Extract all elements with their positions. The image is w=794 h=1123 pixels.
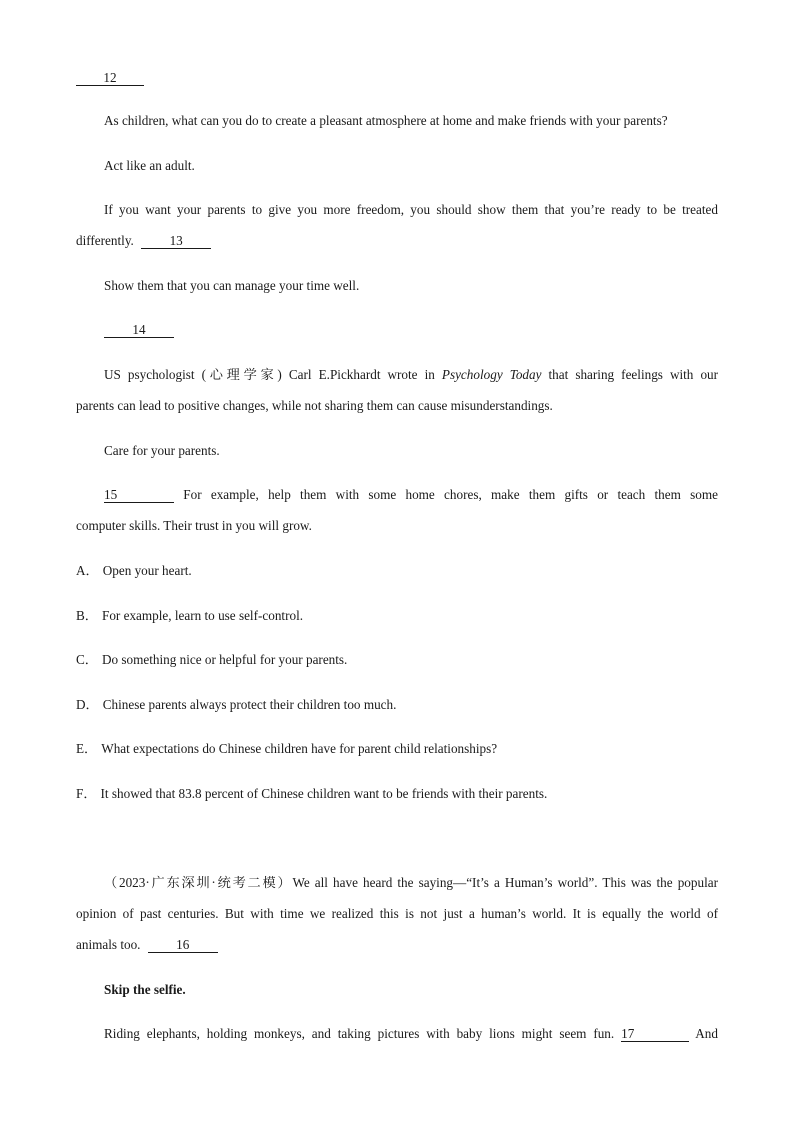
paragraph-psychologist-line2: parents can lead to positive changes, while not sharing them can cause misunderstandings. — [76, 398, 553, 413]
option-letter: B． — [76, 608, 98, 623]
psych-prefix: US psychologist (心理学家) Carl E.Pickhardt wrote in — [104, 367, 435, 382]
answer-blank-14[interactable]: 14 — [104, 322, 174, 338]
paragraph-q15-line2: computer skills. Their trust in you will grow. — [76, 518, 312, 533]
subheading-act-like-adult: Act like an adult. — [104, 158, 195, 173]
freedom-line2-text: differently. — [76, 233, 134, 248]
journal-title: Psychology Today — [441, 367, 542, 382]
option-letter: A． — [76, 563, 99, 578]
paragraph-q15-line1 — [76, 486, 718, 504]
option-text: Chinese parents always protect their children too much. — [102, 697, 397, 712]
option-letter: D． — [76, 697, 99, 712]
option-c — [76, 651, 718, 669]
passage2-line2: opinion of past centuries. But with time we realized this is not just a human’s world. It is equally the world of — [76, 906, 718, 921]
option-text: For example, learn to use self-control. — [101, 608, 304, 623]
answer-blank-15[interactable]: 15 — [104, 487, 174, 503]
answer-blank-16[interactable]: 16 — [148, 937, 218, 953]
riding-suffix: And — [695, 1026, 718, 1041]
passage2-riding-line — [76, 1025, 718, 1043]
option-text: What expectations do Chinese children have for parent child relationships? — [101, 741, 498, 756]
option-b — [76, 607, 718, 625]
subheading-manage-time: Show them that you can manage your time well. — [104, 278, 360, 293]
paragraph-psychologist-line1 — [76, 366, 718, 384]
option-letter: E． — [76, 741, 98, 756]
paragraph-freedom-line2 — [76, 232, 718, 250]
q15-line1-text: For example, help them with some home chores, make them gifts or teach them some — [183, 487, 718, 502]
paragraph-children-question: As children, what can you do to create a pleasant atmosphere at home and make friends with your parents? — [104, 113, 668, 128]
answer-blank-13[interactable]: 13 — [141, 233, 211, 249]
question-14-blank-line — [76, 321, 718, 339]
option-text: Open your heart. — [102, 563, 192, 578]
paragraph-freedom-line1: If you want your parents to give you more freedom, you should show them that you’re ready to be treated — [104, 202, 718, 217]
option-f — [76, 785, 718, 803]
riding-text: Riding elephants, holding monkeys, and taking pictures with baby lions might seem fun. — [104, 1026, 615, 1041]
psych-suffix: that sharing feelings with our — [548, 367, 719, 382]
option-text: It showed that 83.8 percent of Chinese children want to be friends with their parents. — [100, 786, 548, 801]
option-letter: F． — [76, 786, 97, 801]
option-a — [76, 562, 718, 580]
option-e — [76, 740, 718, 758]
option-letter: C． — [76, 652, 98, 667]
answer-blank-12[interactable]: 12 — [76, 70, 144, 86]
passage2-line3 — [76, 936, 718, 954]
subheading-care-parents: Care for your parents. — [104, 443, 220, 458]
passage2-line1: （2023·广东深圳·统考二模）We all have heard the saying—“It’s a Human’s world”. This was the popular — [104, 875, 718, 890]
answer-blank-17[interactable]: 17 — [621, 1026, 689, 1042]
option-d — [76, 696, 718, 714]
section-heading-skip-selfie: Skip the selfie. — [104, 982, 186, 997]
passage2-line3-text: animals too. — [76, 937, 141, 952]
question-12-blank-line — [76, 69, 718, 87]
option-text: Do something nice or helpful for your parents. — [101, 652, 348, 667]
